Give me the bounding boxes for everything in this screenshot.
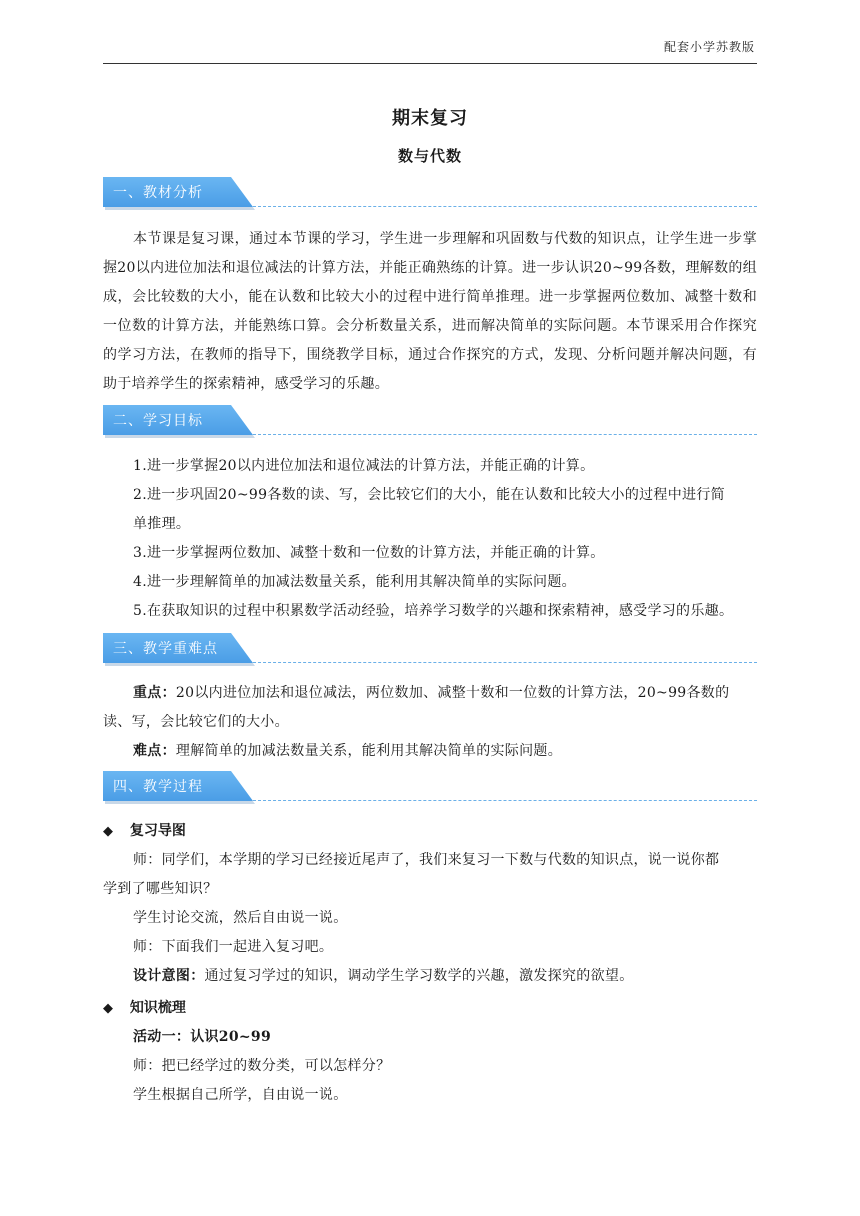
keypoint-label: 重点：: [133, 685, 176, 701]
analysis-text: 本节课是复习课，通过本节课的学习，学生进一步理解和巩固数与代数的知识点，让学生进一步掌握20以内进位加法和退位减法的计算方法，并能正确熟练的计算。进一步认识20~99各数，理解数的组成，会比较数的大小，能在认数和比较大小的过程中进行简单推理。进一步掌握两位数加、减整十数和一位数的计算方法，并能熟练口算。会分析数量关系，进而解决简单的实际问题。本节课采用合作探究的学习方法，在教师的指导下，围绕教学目标，通过合作探究的方式，发现、分析问题并解决问题，有助于培养学生的探索精神，感受学习的乐趣。: [103, 231, 757, 392]
knowledge-title: 知识梳理: [129, 1000, 186, 1016]
diamond-bullet-icon: ◆: [103, 824, 113, 839]
header-rule: [103, 63, 757, 64]
section-divider: [253, 206, 757, 207]
section-divider: [253, 662, 757, 663]
difficulty-label: 难点：: [133, 743, 176, 759]
teacher-line-3: 师：把已经学过的数分类，可以怎样分？: [133, 1058, 391, 1074]
activity-title: 活动一：认识20~99: [133, 1029, 271, 1045]
keypoint-line-1: [133, 682, 729, 702]
goal-5: 5.在获取知识的过程中积累数学活动经验，培养学习数学的兴趣和探索精神，感受学习的乐趣。: [133, 603, 734, 619]
section-header-goals: [103, 405, 757, 439]
design-intent-text: 通过复习学过的知识，调动学生学习数学的兴趣，激发探究的欲望。: [204, 968, 634, 984]
header-note: 配套小学苏教版: [663, 40, 755, 54]
teacher-line-1a: 师：同学们，本学期的学习已经接近尾声了，我们来复习一下数与代数的知识点，说一说你都: [133, 852, 720, 868]
design-intent-line: [133, 965, 634, 985]
analysis-paragraph: [103, 225, 757, 399]
student-line-1: 学生讨论交流，然后自由说一说。: [133, 910, 348, 926]
section-header-analysis: [103, 177, 757, 211]
section-header-process: [103, 771, 757, 805]
difficulty-line: [133, 740, 562, 760]
teacher-line-2: 师：下面我们一起进入复习吧。: [133, 939, 334, 955]
difficulty-text: 理解简单的加减法数量关系，能利用其解决简单的实际问题。: [175, 743, 563, 759]
goal-3: 3.进一步掌握两位数加、减整十数和一位数的计算方法，并能正确的计算。: [133, 545, 605, 561]
section-label: 一、教材分析: [113, 185, 203, 201]
goal-1: 1.进一步掌握20以内进位加法和退位减法的计算方法，并能正确的计算。: [133, 458, 595, 474]
design-intent-label: 设计意图：: [133, 968, 205, 984]
student-line-2: 学生根据自己所学，自由说一说。: [133, 1087, 348, 1103]
diamond-bullet-icon: ◆: [103, 1001, 113, 1016]
section-label: 四、教学过程: [113, 779, 203, 795]
section-label: 三、教学重难点: [113, 641, 218, 657]
page-subtitle: 数与代数: [397, 147, 462, 165]
goal-2-line-2: 单推理。: [133, 516, 191, 532]
goal-4: 4.进一步理解简单的加减法数量关系，能利用其解决简单的实际问题。: [133, 574, 576, 590]
review-title: 复习导图: [129, 823, 186, 839]
keypoint-line-2: 读、写，会比较它们的大小。: [103, 714, 289, 730]
knowledge-heading: [103, 997, 186, 1017]
page-title: 期末复习: [392, 108, 468, 129]
section-divider: [253, 434, 757, 435]
section-label: 二、学习目标: [113, 413, 203, 429]
section-header-keypoints: [103, 633, 757, 667]
review-heading: [103, 820, 186, 840]
goal-2-line-1: 2.进一步巩固20~99各数的读、写，会比较它们的大小，能在认数和比较大小的过程中进行简: [133, 487, 725, 503]
keypoint-text: 20以内进位加法和退位减法，两位数加、减整十数和一位数的计算方法，20~99各数的: [175, 685, 730, 701]
section-divider: [253, 800, 757, 801]
teacher-line-1b: 学到了哪些知识？: [103, 881, 218, 897]
